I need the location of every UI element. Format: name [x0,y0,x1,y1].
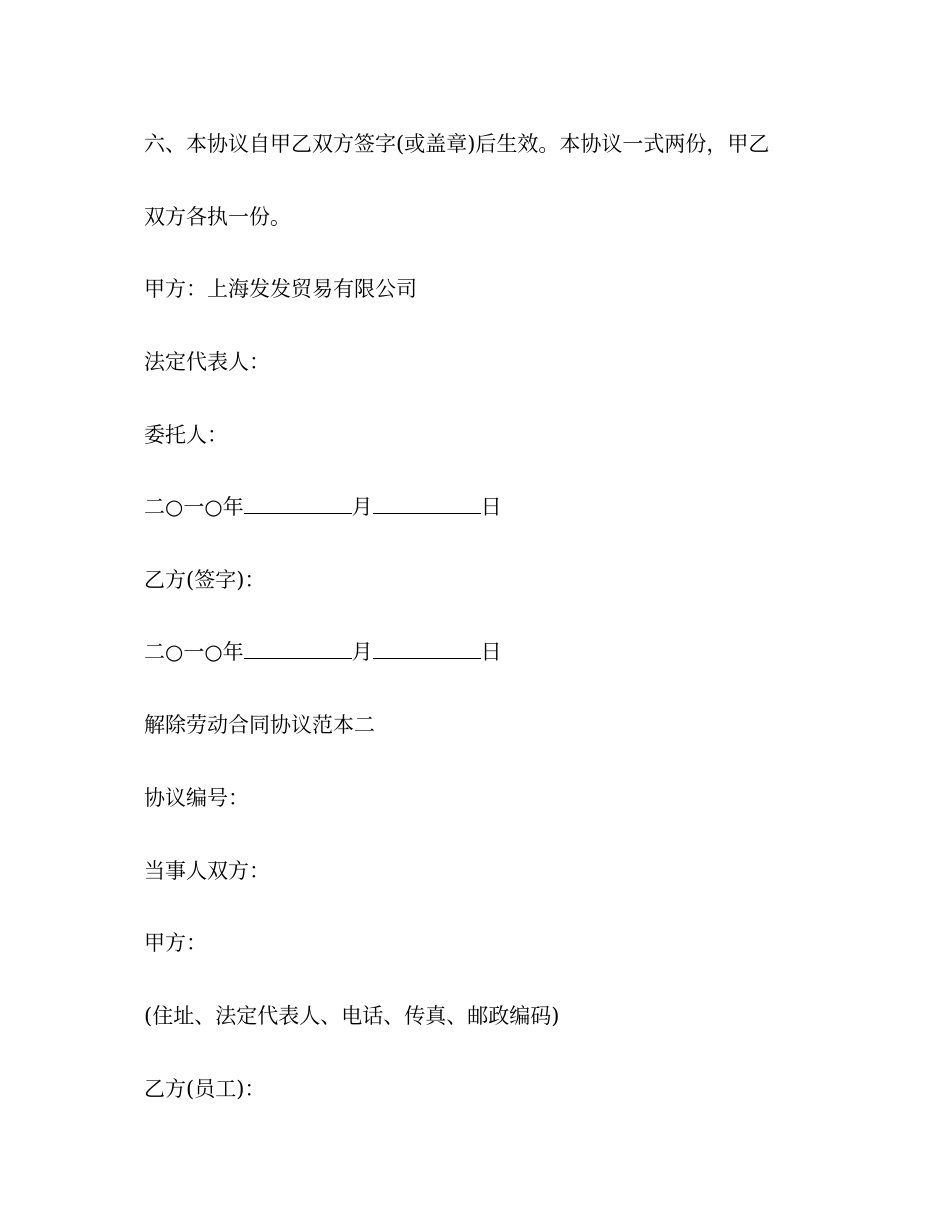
date-month: 月 [351,640,373,664]
date-day: 日 [480,495,502,519]
party-a-info-hint: (住址、法定代表人、电话、传真、邮政编码) [144,1004,560,1028]
clause-six-line-1: 六、本协议自甲乙双方签字(或盖章)后生效。本协议一式两份，甲乙 [144,132,770,156]
agent-label: 委托人： [144,423,228,447]
party-a-company: 甲方：上海发发贸易有限公司 [144,277,417,301]
date-year: 二○一○年 [144,640,244,664]
party-a-label: 甲方： [144,931,207,955]
party-b-employee-label: 乙方(员工)： [144,1077,266,1101]
month-blank [244,638,352,659]
parties-label: 当事人双方： [144,859,270,883]
date-year: 二○一○年 [144,495,244,519]
date-month: 月 [351,495,373,519]
date-line-party-b [144,638,502,666]
month-blank [244,493,352,514]
clause-six-line-2: 双方各执一份。 [144,205,291,229]
party-b-signature-label: 乙方(签字)： [144,568,266,592]
date-line-party-a [144,493,502,521]
date-day: 日 [480,640,502,664]
day-blank [373,638,481,659]
legal-representative-label: 法定代表人： [144,350,270,374]
template-two-title: 解除劳动合同协议范本二 [144,713,375,737]
agreement-number-label: 协议编号： [144,786,249,810]
day-blank [373,493,481,514]
